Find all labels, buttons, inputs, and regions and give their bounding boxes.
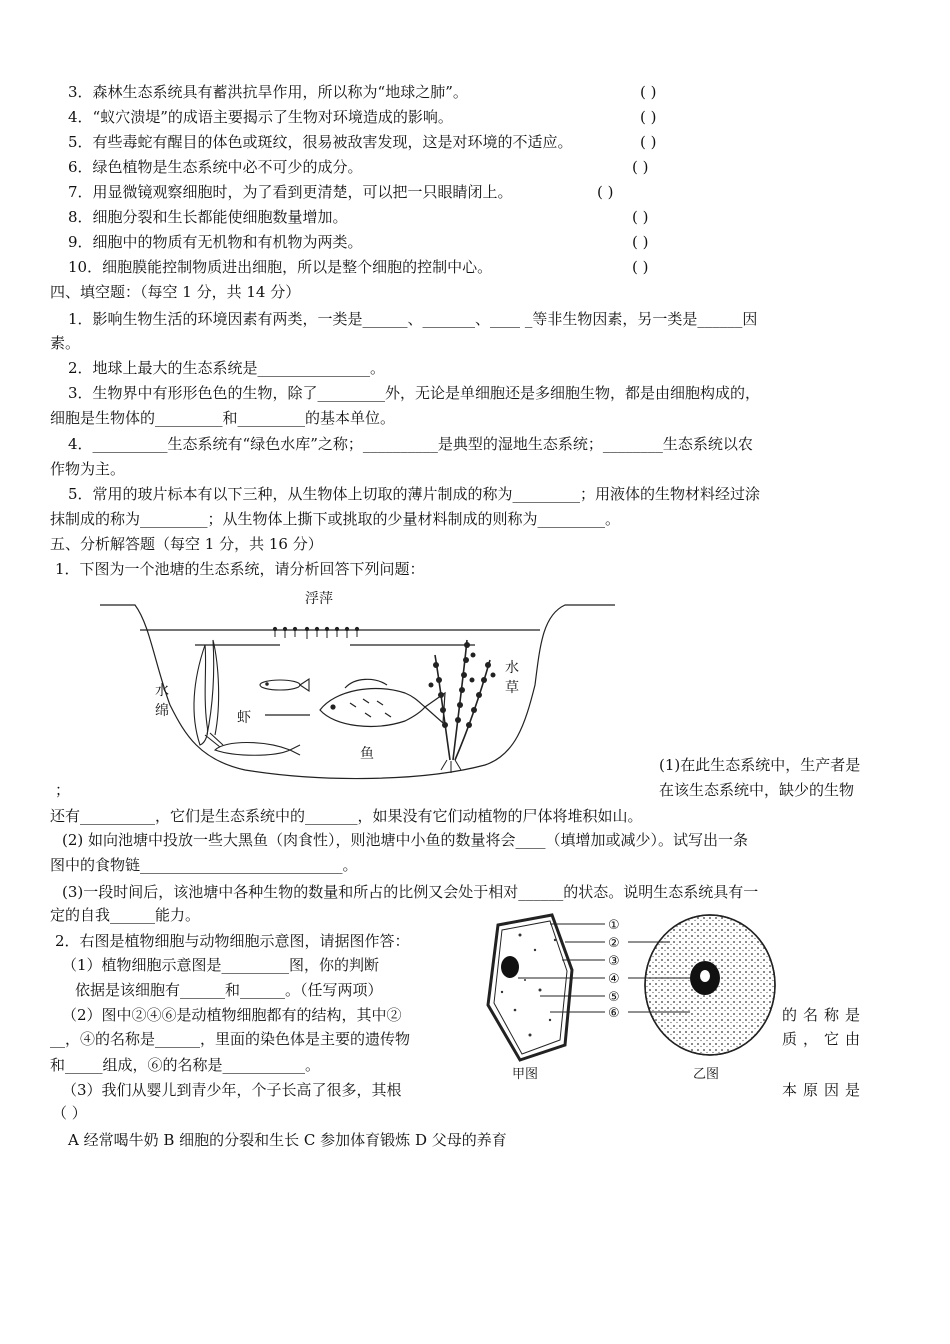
analysis-q1-intro: 1．下图为一个池塘的生态系统，请分析回答下列问题： bbox=[55, 560, 425, 578]
cell-caption-b: 乙图 bbox=[693, 1067, 720, 1082]
label-water-grass-2: 草 bbox=[505, 680, 519, 696]
analysis-q1-p1-right2: 在该生态系统中，缺少的生物 bbox=[659, 781, 855, 799]
judge-paren-3[interactable]: ( ) bbox=[640, 83, 657, 101]
cell-label-6: ⑥ bbox=[608, 1006, 620, 1021]
judge-item-3: 3．森林生态系统具有蓄洪抗旱作用，所以称为“地球之肺”。 bbox=[68, 83, 468, 101]
fill-heading: 四、填空题：（每空 1 分，共 14 分） bbox=[50, 283, 301, 301]
analysis-q2-intro: 2．右图是植物细胞与动物细胞示意图，请据图作答： bbox=[55, 932, 410, 950]
cell-label-2: ② bbox=[608, 936, 620, 951]
analysis-q1-p2-line2: 图中的食物链___________________________。 bbox=[50, 856, 358, 874]
label-fish: 鱼 bbox=[360, 746, 374, 762]
judge-item-6: 6．绿色植物是生态系统中必不可少的成分。 bbox=[68, 158, 363, 176]
fill-q4-line2: 作物为主。 bbox=[50, 460, 126, 478]
label-water-silk-2: 绵 bbox=[155, 703, 169, 719]
judge-item-5: 5．有些毒蛇有醒目的体色或斑纹，很易被敌害发现，这是对环境的不适应。 bbox=[68, 133, 573, 151]
cell-label-5: ⑤ bbox=[608, 990, 620, 1005]
judge-item-7: 7．用显微镜观察细胞时，为了看到更清楚，可以把一只眼睛闭上。 bbox=[68, 183, 513, 201]
analysis-q1-p3-line1: (3)一段时间后，该池塘中各种生物的数量和所占的比例又会处于相对______的状态。说明生态系统具有一 bbox=[62, 883, 759, 901]
analysis-q2-p2-line1: （2）图中②④⑥是动植物细胞都有的结构，其中② bbox=[62, 1006, 402, 1024]
judge-paren-8[interactable]: ( ) bbox=[632, 208, 649, 226]
cell-caption-a: 甲图 bbox=[512, 1067, 539, 1082]
fill-q3-line2: 细胞是生物体的_________和_________的基本单位。 bbox=[50, 409, 396, 427]
judge-item-8: 8．细胞分裂和生长都能使细胞数量增加。 bbox=[68, 208, 348, 226]
label-shrimp: 虾 bbox=[237, 710, 251, 726]
analysis-q1-p1-semicolon: ； bbox=[55, 781, 71, 799]
cell-label-3: ③ bbox=[608, 954, 620, 969]
label-duckweed: 浮萍 bbox=[305, 591, 333, 607]
label-water-grass-1: 水 bbox=[505, 660, 519, 676]
analysis-q2-p3-paren[interactable]: （ ） bbox=[52, 1104, 87, 1122]
fill-q5-line2: 抹制成的称为_________；从生物体上撕下或挑取的少量材料制成的则称为_________。 bbox=[50, 510, 621, 528]
judge-paren-7[interactable]: ( ) bbox=[597, 183, 614, 201]
analysis-q2-p2-line3: 和_____组成，⑥的名称是___________。 bbox=[50, 1056, 321, 1074]
judge-paren-4[interactable]: ( ) bbox=[640, 108, 657, 126]
judge-paren-9[interactable]: ( ) bbox=[632, 233, 649, 251]
analysis-q2-p2-line2-right: 质，它由 bbox=[782, 1030, 860, 1048]
analysis-q2-options: A 经常喝牛奶 B 细胞的分裂和生长 C 参加体育锻炼 D 父母的养育 bbox=[68, 1131, 507, 1149]
analysis-q1-p3-line2: 定的自我______能力。 bbox=[50, 906, 201, 924]
analysis-q2-p1-line1: （1）植物细胞示意图是_________图，你的判断 bbox=[62, 956, 380, 974]
analysis-q1-p1-right: (1)在此生态系统中，生产者是 bbox=[659, 756, 861, 774]
cell-label-4: ④ bbox=[608, 972, 620, 987]
fill-q4-line1: 4．__________生态系统有“绿色水库”之称；__________是典型的湿地生态系统；________生态系统以农 bbox=[68, 435, 753, 453]
analysis-q2-p2-line1-right: 的名称是 bbox=[782, 1006, 860, 1024]
analysis-q2-p2-line2: __，④的名称是______，里面的染色体是主要的遗传物 bbox=[50, 1030, 411, 1048]
fill-q3-line1: 3．生物界中有形形色色的生物，除了_________外，无论是单细胞还是多细胞生物，都是由细胞构成的， bbox=[68, 384, 761, 402]
judge-item-4: 4．“蚁穴溃堤”的成语主要揭示了生物对环境造成的影响。 bbox=[68, 108, 453, 126]
judge-paren-6[interactable]: ( ) bbox=[632, 158, 649, 176]
cell-label-1: ① bbox=[608, 918, 620, 933]
judge-item-9: 9．细胞中的物质有无机物和有机物为两类。 bbox=[68, 233, 363, 251]
judge-paren-10[interactable]: ( ) bbox=[632, 258, 649, 276]
judge-item-10: 10．细胞膜能控制物质进出细胞，所以是整个细胞的控制中心。 bbox=[68, 258, 493, 276]
analysis-q2-p3-line1: （3）我们从婴儿到青少年，个子长高了很多，其根 bbox=[62, 1081, 402, 1099]
fill-q1-line2: 素。 bbox=[50, 334, 81, 352]
fill-q1-line1: 1．影响生物生活的环境因素有两类，一类是______、_______、____ _等非生物因素，另一类是______因 bbox=[68, 310, 758, 328]
analysis-heading: 五、分析解答题（每空 1 分，共 16 分） bbox=[50, 535, 323, 553]
analysis-q1-p1-line3: 还有__________，它们是生态系统中的_______，如果没有它们动植物的尸体将堆积如山。 bbox=[50, 807, 643, 825]
pond-diagram bbox=[95, 585, 625, 785]
fill-q2: 2．地球上最大的生态系统是_______________。 bbox=[68, 359, 386, 377]
label-water-silk-1: 水 bbox=[155, 683, 169, 699]
fill-q5-line1: 5．常用的玻片标本有以下三种，从生物体上切取的薄片制成的称为_________；用液体的生物材料经过涂 bbox=[68, 485, 761, 503]
analysis-q1-p2-line1: (2) 如向池塘中投放一些大黑鱼（肉食性），则池塘中小鱼的数量将会____（填增加或减少）。试写出一条 bbox=[62, 831, 749, 849]
cell-diagram bbox=[480, 910, 780, 1085]
analysis-q2-p3-line1-right: 本原因是 bbox=[782, 1081, 860, 1099]
judge-paren-5[interactable]: ( ) bbox=[640, 133, 657, 151]
analysis-q2-p1-line2: 依据是该细胞有______和______。（任写两项） bbox=[75, 981, 383, 999]
